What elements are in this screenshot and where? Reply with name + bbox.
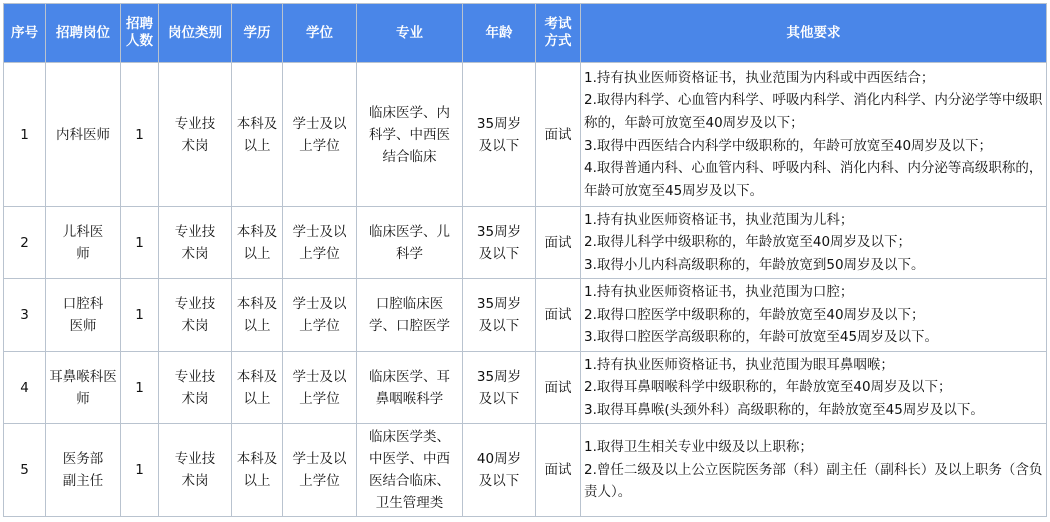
requirement-line: 3.取得小儿内科高级职称的，年龄放宽到50周岁及以下。 — [584, 256, 925, 273]
cell-degree: 学士及以上学位 — [283, 279, 357, 352]
cell-requirements — [581, 63, 1047, 207]
requirement-line: 3.取得耳鼻喉(头颈外科）高级职称的，年龄放宽至45周岁及以下。 — [584, 401, 984, 418]
cell-major: 临床医学、儿科学 — [357, 207, 463, 279]
cell-degree: 学士及以上学位 — [283, 352, 357, 424]
recruitment-table — [3, 3, 1047, 517]
cell-position: 内科医师 — [46, 63, 121, 207]
requirement-line: 2.取得内科学、心血管内科学、呼吸内科学、消化内科学、内分泌学等中级职称的，年龄可放宽至40周岁及以下； — [584, 92, 1043, 131]
cell-count: 1 — [121, 63, 159, 207]
cell-category: 专业技术岗 — [159, 207, 232, 279]
cell-age: 35周岁及以下 — [463, 352, 536, 424]
header-category: 岗位类别 — [159, 4, 232, 63]
cell-age: 35周岁及以下 — [463, 63, 536, 207]
requirement-line: 3.取得中西医结合内科学中级职称的，年龄可放宽至40周岁及以下； — [584, 137, 993, 154]
table-row — [4, 279, 1047, 352]
header-age: 年龄 — [463, 4, 536, 63]
cell-count: 1 — [121, 279, 159, 352]
cell-requirements — [581, 207, 1047, 279]
cell-seq: 4 — [4, 352, 46, 424]
cell-exam: 面试 — [536, 63, 581, 207]
requirement-line: 4.取得普通内科、心血管内科、呼吸内科、消化内科、内分泌等高级职称的，年龄可放宽至45周岁及以下。 — [584, 160, 1043, 199]
cell-seq: 1 — [4, 63, 46, 207]
cell-seq: 2 — [4, 207, 46, 279]
cell-category: 专业技术岗 — [159, 424, 232, 517]
requirement-line: 2.取得耳鼻咽喉科学中级职称的，年龄放宽至40周岁及以下； — [584, 379, 952, 396]
cell-position: 耳鼻喉科医师 — [46, 352, 121, 424]
requirement-line: 1.持有执业医师资格证书，执业范围为儿科； — [584, 211, 854, 228]
cell-education: 本科及以上 — [232, 207, 283, 279]
requirement-line: 1.持有执业医师资格证书，执业范围为口腔； — [584, 284, 854, 301]
cell-education: 本科及以上 — [232, 279, 283, 352]
cell-major: 临床医学、耳鼻咽喉科学 — [357, 352, 463, 424]
header-major: 专业 — [357, 4, 463, 63]
header-position: 招聘岗位 — [46, 4, 121, 63]
cell-position: 儿科医师 — [46, 207, 121, 279]
header-exam: 考试方式 — [536, 4, 581, 63]
recruitment-table-container — [3, 3, 1047, 517]
requirement-line: 1.持有执业医师资格证书，执业范围为内科或中西医结合； — [584, 69, 935, 86]
requirement-line: 1.取得卫生相关专业中级及以上职称； — [584, 439, 813, 456]
cell-count: 1 — [121, 424, 159, 517]
cell-age: 35周岁及以下 — [463, 207, 536, 279]
cell-requirements — [581, 279, 1047, 352]
cell-degree: 学士及以上学位 — [283, 424, 357, 517]
cell-major: 临床医学类、中医学、中西医结合临床、卫生管理类 — [357, 424, 463, 517]
table-row — [4, 63, 1047, 207]
header-count: 招聘人数 — [121, 4, 159, 63]
cell-degree: 学士及以上学位 — [283, 207, 357, 279]
cell-category: 专业技术岗 — [159, 279, 232, 352]
cell-count: 1 — [121, 207, 159, 279]
cell-exam: 面试 — [536, 207, 581, 279]
cell-requirements — [581, 352, 1047, 424]
cell-degree: 学士及以上学位 — [283, 63, 357, 207]
header-requirements: 其他要求 — [581, 4, 1047, 63]
table-header-row — [4, 4, 1047, 63]
cell-exam: 面试 — [536, 279, 581, 352]
requirement-line: 2.取得口腔医学中级职称的，年龄放宽至40周岁及以下； — [584, 306, 925, 323]
cell-seq: 5 — [4, 424, 46, 517]
cell-exam: 面试 — [536, 352, 581, 424]
requirement-line: 1.持有执业医师资格证书，执业范围为眼耳鼻咽喉； — [584, 356, 894, 373]
cell-position: 医务部副主任 — [46, 424, 121, 517]
cell-requirements — [581, 424, 1047, 517]
cell-category: 专业技术岗 — [159, 352, 232, 424]
cell-position: 口腔科医师 — [46, 279, 121, 352]
cell-count: 1 — [121, 352, 159, 424]
cell-exam: 面试 — [536, 424, 581, 517]
table-row — [4, 207, 1047, 279]
cell-education: 本科及以上 — [232, 424, 283, 517]
cell-seq: 3 — [4, 279, 46, 352]
header-seq: 序号 — [4, 4, 46, 63]
table-row — [4, 352, 1047, 424]
header-education: 学历 — [232, 4, 283, 63]
cell-age: 40周岁及以下 — [463, 424, 536, 517]
cell-category: 专业技术岗 — [159, 63, 232, 207]
cell-major: 口腔临床医学、口腔医学 — [357, 279, 463, 352]
requirement-line: 2.取得儿科学中级职称的，年龄放宽至40周岁及以下； — [584, 234, 912, 251]
table-row — [4, 424, 1047, 517]
requirement-line: 2.曾任二级及以上公立医院医务部（科）副主任（副科长）及以上职务（含负责人）。 — [584, 461, 1043, 501]
cell-age: 35周岁及以下 — [463, 279, 536, 352]
header-degree: 学位 — [283, 4, 357, 63]
cell-major: 临床医学、内科学、中西医结合临床 — [357, 63, 463, 207]
cell-education: 本科及以上 — [232, 352, 283, 424]
cell-education: 本科及以上 — [232, 63, 283, 207]
requirement-line: 3.取得口腔医学高级职称的，年龄可放宽至45周岁及以下。 — [584, 329, 939, 346]
